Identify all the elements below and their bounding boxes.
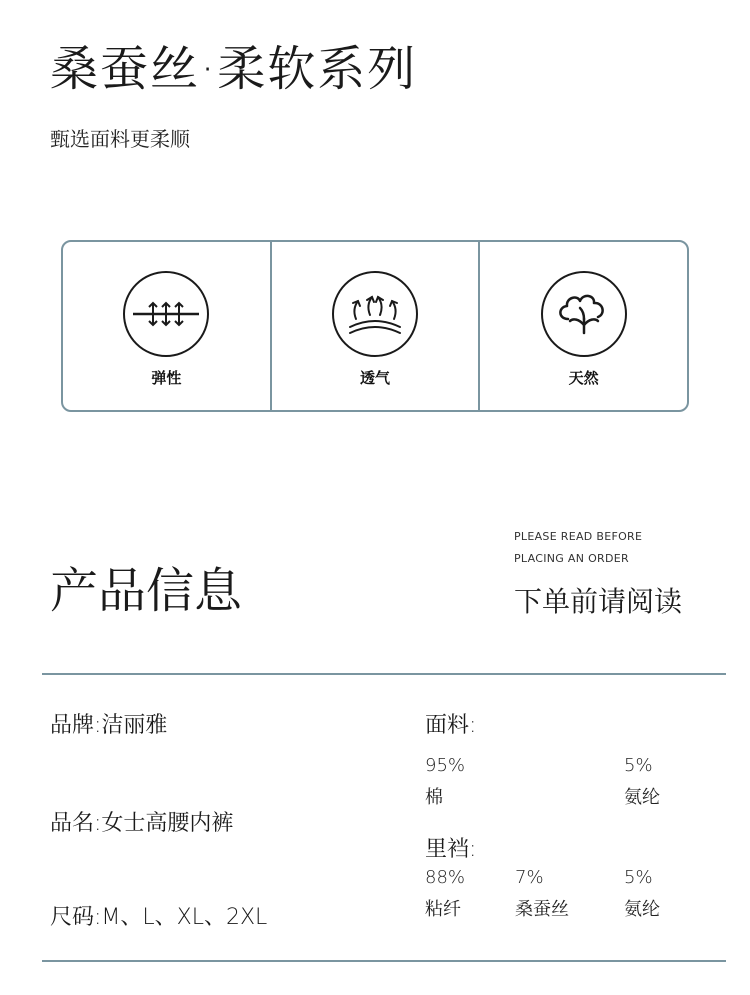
feature-label: 弹性 (151, 369, 182, 387)
crotch-material: 桑蚕丝 (515, 899, 569, 920)
feature-natural (480, 242, 687, 410)
notice-english-line2: PLACING AN ORDER (514, 552, 629, 565)
breathable-arrows-icon (332, 271, 418, 357)
fabric-percent: 5% (624, 755, 653, 776)
section-title: 产品信息 (50, 563, 243, 619)
notice-chinese: 下单前请阅读 (514, 585, 683, 618)
feature-elastic (63, 242, 272, 410)
fabric-material: 氨纶 (624, 787, 660, 808)
feature-breathable (272, 242, 481, 410)
brand-info: 品牌:洁丽雅 (50, 713, 168, 738)
fabric-heading: 面料: (425, 713, 477, 738)
crotch-material: 粘纤 (425, 899, 461, 920)
elastic-arrows-icon (123, 271, 209, 357)
page-subtitle: 甄选面料更柔顺 (50, 127, 190, 151)
feature-label: 透气 (360, 369, 391, 387)
crotch-material: 氨纶 (624, 899, 660, 920)
crotch-percent: 5% (624, 867, 653, 888)
size-info: 尺码:M、L、XL、2XL (50, 905, 268, 930)
divider-top (42, 673, 726, 675)
page-title: 桑蚕丝·柔软系列 (50, 41, 418, 97)
fabric-percent: 95% (425, 755, 466, 776)
crotch-percent: 7% (515, 867, 544, 888)
crotch-percent: 88% (425, 867, 466, 888)
feature-label: 天然 (568, 369, 599, 387)
feature-panel (61, 240, 689, 412)
crotch-heading: 里裆: (425, 837, 477, 862)
product-name-info: 品名:女士高腰内裤 (50, 811, 234, 836)
fabric-material: 棉 (425, 787, 443, 808)
cotton-plant-icon (541, 271, 627, 357)
notice-english-line1: PLEASE READ BEFORE (514, 530, 643, 543)
divider-bottom (42, 960, 726, 962)
